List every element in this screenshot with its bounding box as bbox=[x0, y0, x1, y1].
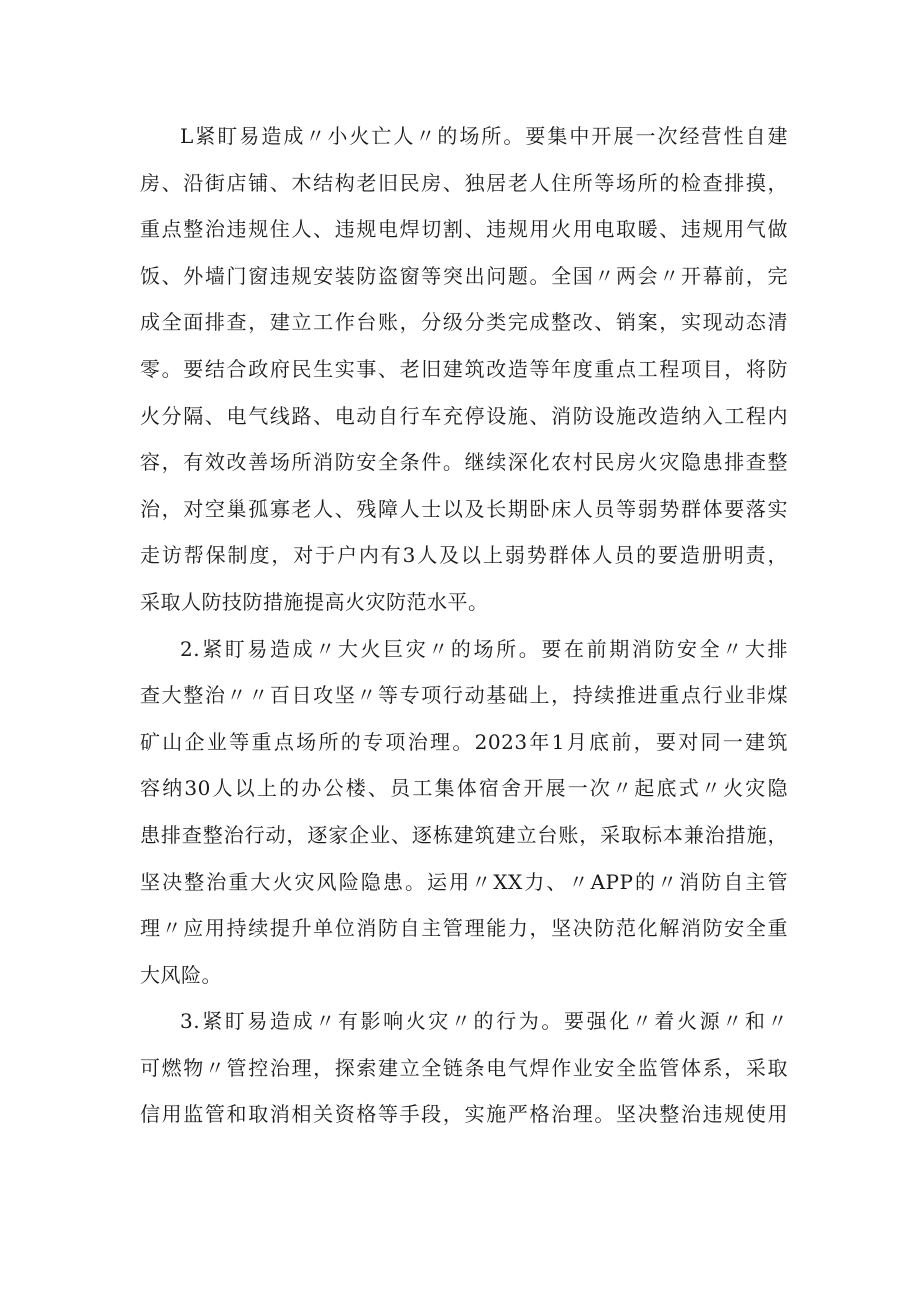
paragraph-line: 3.紧盯易造成〃有影响火灾〃的行为。要强化〃着火源〃和〃 bbox=[180, 1009, 788, 1034]
paragraph-line: 容纳30人以上的办公楼、员工集体宿舍开展一次〃起底式〃火灾隐 bbox=[140, 776, 788, 801]
paragraph-1 bbox=[140, 113, 788, 626]
document-body bbox=[140, 113, 788, 1138]
paragraph-line: 走访帮保制度，对于户内有3人及以上弱势群体人员的要造册明责， bbox=[140, 543, 788, 568]
paragraph-line: L紧盯易造成〃小火亡人〃的场所。要集中开展一次经营性自建 bbox=[180, 124, 788, 148]
paragraph-3 bbox=[140, 998, 788, 1138]
paragraph-line: 房、沿街店铺、木结构老旧民房、独居老人住所等场所的检查排摸， bbox=[140, 170, 788, 195]
paragraph-line: 重点整治违规住人、违规电焊切割、违规用火用电取暖、违规用气做 bbox=[140, 217, 788, 242]
paragraph-line: 信用监管和取消相关资格等手段，实施严格治理。坚决整治违规使用 bbox=[140, 1102, 788, 1127]
paragraph-line: 患排查整治行动，逐家企业、逐栋建筑建立台账，采取标本兼治措施， bbox=[140, 822, 788, 847]
paragraph-line: 容，有效改善场所消防安全条件。继续深化农村民房火灾隐患排查整 bbox=[140, 450, 788, 475]
paragraph-line: 坚决整治重大火灾风险隐患。运用〃XX力、〃APP的〃消防自主管 bbox=[140, 869, 788, 894]
paragraph-line: 2.紧盯易造成〃大火巨灾〃的场所。要在前期消防安全〃大排 bbox=[180, 636, 788, 661]
paragraph-line: 采取人防技防措施提高火灾防范水平。 bbox=[140, 589, 489, 614]
paragraph-line: 成全面排查，建立工作台账，分级分类完成整改、销案，实现动态清 bbox=[140, 310, 788, 335]
paragraph-2 bbox=[140, 626, 788, 999]
paragraph-line: 理〃应用持续提升单位消防自主管理能力，坚决防范化解消防安全重 bbox=[140, 916, 788, 941]
paragraph-line: 大风险。 bbox=[140, 962, 222, 987]
paragraph-line: 零。要结合政府民生实事、老旧建筑改造等年度重点工程项目，将防 bbox=[140, 356, 788, 381]
paragraph-line: 治，对空巢孤寡老人、残障人士以及长期卧床人员等弱势群体要落实 bbox=[140, 496, 788, 521]
paragraph-line: 查大整治〃〃百日攻坚〃等专项行动基础上，持续推进重点行业非煤 bbox=[140, 683, 788, 708]
paragraph-line: 矿山企业等重点场所的专项治理。2023年1月底前，要对同一建筑 bbox=[140, 729, 788, 754]
paragraph-line: 火分隔、电气线路、电动自行车充停设施、消防设施改造纳入工程内 bbox=[140, 403, 788, 428]
paragraph-line: 可燃物〃管控治理，探索建立全链条电气焊作业安全监管体系，采取 bbox=[140, 1055, 788, 1080]
paragraph-line: 饭、外墙门窗违规安装防盗窗等突出问题。全国〃两会〃开幕前，完 bbox=[140, 263, 788, 288]
